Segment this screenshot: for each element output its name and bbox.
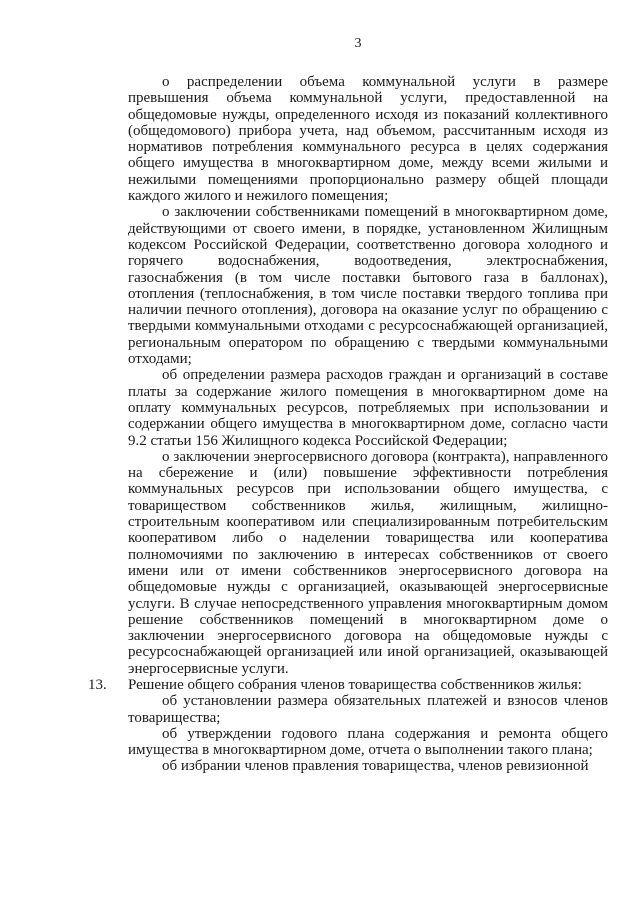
section-13-item-payments: об установлении размера обязательных платежей и взносов членов товарищества; (128, 693, 608, 726)
section-13-number: 13. (88, 676, 107, 693)
paragraph-owner-contracts: о заключении собственниками помещений в многоквартирном доме, действующими от своего имени, в порядке, установленном Жилищным кодексом Российской Федерации, соответственно договора холодного и горячего водоснабжения, водоотведения, электроснабжения, газоснабжения (в том числе поставки бытового газа в баллонах), отопления (теплоснабжения, в том числе поставки твердого топлива при наличии печного отопления), договора на оказание услуг по обращению с твердыми коммунальными отходами с ресурсоснабжающей организацией, региональным оператором по обращению с твердыми коммунальными отходами; (128, 204, 608, 368)
paragraph-energy-service-contract: о заключении энергосервисного договора (контракта), направленного на сбережение и (или) повышение эффективности потребления коммунальных ресурсов при использовании общего имущества, с товариществом собственников жилья, жилищным, жилищно-строительным кооперативом или специализированным потребительским кооперативом либо о наделении товарищества или кооператива полномочиями по заключению в интересах собственников от своего имени или от имени собственников энергосервисного договора на общедомовые нужды с организацией, оказывающей энергосервисные услуги. В случае непосредственного управления многоквартирным домом решение собственников помещений в многоквартирном доме о заключении энергосервисного договора на общедомовые нужды с ресурсоснабжающей организацией или иной организацией, оказывающей энергосервисные услуги. (128, 448, 608, 677)
section-13-title: Решение общего собрания членов товарищества собственников жилья: (128, 676, 582, 693)
section-13-item-annual-plan: об утверждении годового плана содержания и ремонта общего имущества в многоквартирном доме, отчета о выполнении такого плана; (128, 725, 608, 759)
paragraph-expense-determination: об определении размера расходов граждан и организаций в составе платы за содержание жилого помещения в многоквартирном доме на оплату коммунальных ресурсов, потребляемых при использовании и содержании общего имущества в многоквартирном доме, согласно части 9.2 статьи 156 Жилищного кодекса Российской Федерации; (128, 367, 608, 449)
paragraph-utility-volume-distribution: о распределении объема коммунальной услуги в размере превышения объема коммунальной услуги, предоставленной на общедомовые нужды, определенного исходя из показаний коллективного (общедомового) прибора учета, над объемом, рассчитанным исходя из нормативов потребления коммунального ресурса в целях содержания общего имущества в многоквартирном доме, между всеми жилыми и нежилыми помещениями пропорционально размеру общей площади каждого жилого и нежилого помещения; (128, 74, 608, 205)
page-number: 3 (354, 36, 362, 51)
document-body (88, 74, 608, 775)
section-13-heading (88, 676, 608, 693)
section-13-item-board-election: об избрании членов правления товарищества, членов ревизионной (162, 758, 589, 775)
